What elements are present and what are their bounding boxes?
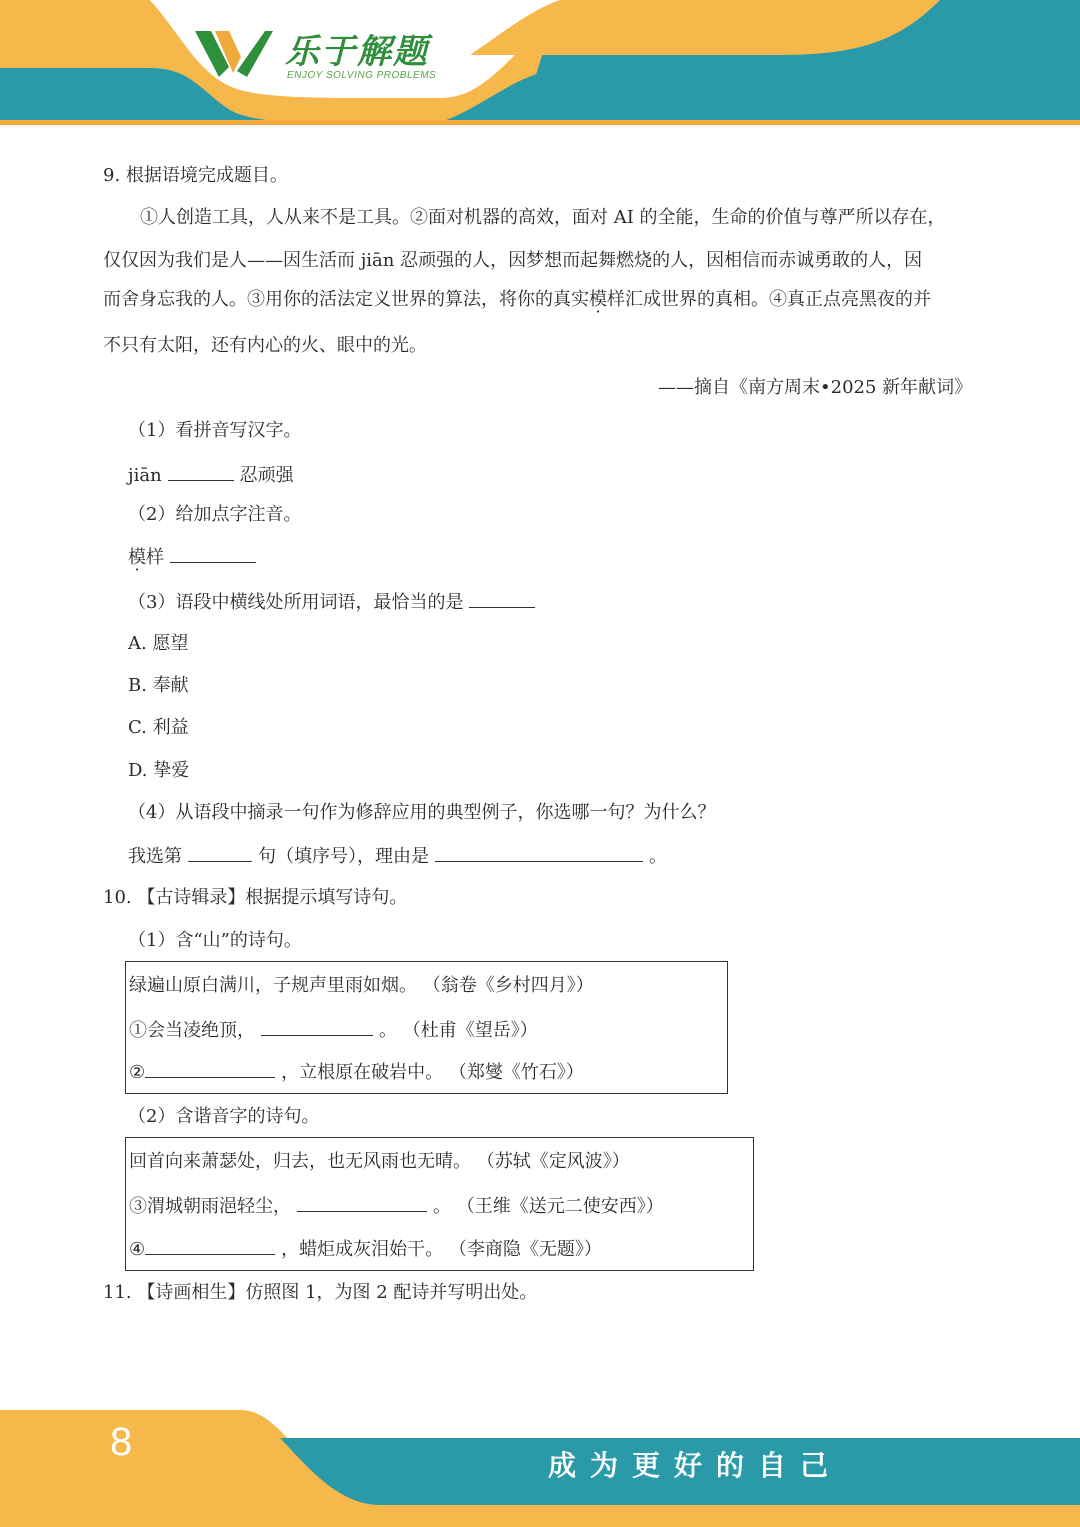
answer-blank-sentence-no[interactable] [188, 843, 252, 862]
q9-sub1: （1）看拼音写汉字。 [128, 420, 302, 441]
q9-para-line-3b: 汇成世界的真相。④真正点亮黑夜的并 [625, 289, 931, 310]
option-a[interactable]: A. 愿望 [128, 633, 189, 654]
box2-line-3 [129, 1236, 602, 1262]
box2-l2a: ③渭城朝雨浥轻尘， [129, 1196, 291, 1217]
box1-line-1: 绿遍山原白满川，子规声里雨如烟。 （翁卷《乡村四月》） [129, 975, 594, 996]
box2-line-1: 回首向来萧瑟处，归去，也无风雨也无晴。 （苏轼《定风波》） [129, 1151, 630, 1172]
dotted-word-mo: 模 [128, 547, 146, 568]
word-yang: 样 [146, 547, 164, 568]
q9-sub4: （4）从语段中摘录一句作为修辞应用的典型例子，你选哪一句？为什么？ [128, 802, 716, 823]
answer-blank-3[interactable] [297, 1193, 427, 1212]
q9-sub3 [128, 589, 541, 615]
footer-bottom-orange [0, 1505, 1080, 1527]
header-background [0, 0, 1080, 125]
box2-l3a: ④ [129, 1239, 146, 1260]
logo-icon [193, 27, 273, 79]
q9-sub3-text: （3）语段中横线处所用词语，最恰当的是 [128, 592, 464, 613]
footer-slogan: 成为更好的自己 [548, 1449, 843, 1482]
box2-l2b: 。 （王维《送元二使安西》） [433, 1196, 664, 1217]
q9-sub1-answer [128, 462, 294, 488]
q9-sub2: （2）给加点字注音。 [128, 504, 302, 525]
header-bottom-line [0, 120, 1080, 125]
q9-para-line-2: 仅仅因为我们是人——因生活而 jiān 忍顽强的人，因梦想而起舞燃烧的人，因相信而赤诚勇敢的人，因 [103, 250, 923, 271]
sub4-c: 。 [649, 846, 667, 867]
answer-blank-reason[interactable] [435, 843, 643, 862]
box1-l2b: 。 （杜甫《望岳》） [379, 1020, 538, 1041]
box2-line-2 [129, 1193, 664, 1219]
answer-blank-4[interactable] [145, 1236, 275, 1255]
q9-para-line-3a: 而舍身忘我的人。③用你的活法定义世界的算法，将你的真实 [103, 289, 589, 310]
answer-blank-choice[interactable] [469, 589, 535, 608]
box1-l2a: ①会当凌绝顶， [129, 1020, 255, 1041]
sub4-a: 我选第 [128, 846, 182, 867]
box2-l3b: ，蜡炬成灰泪始干。 （李商隐《无题》） [281, 1239, 602, 1260]
option-b[interactable]: B. 奉献 [128, 675, 189, 696]
answer-blank-1[interactable] [261, 1017, 373, 1036]
pinyin-jian: jiān [128, 465, 162, 486]
q9-source: ——摘自《南方周末•2025 新年献词》 [658, 377, 973, 398]
footer-background [0, 1410, 1080, 1527]
brand-subtitle: ENJOY SOLVING PROBLEMS [287, 70, 437, 81]
q9-para-line-3 [103, 288, 931, 312]
sub4-b: 句（填序号），理由是 [258, 846, 429, 867]
q9-sub2-answer [128, 544, 262, 570]
dotted-char-yang: 样 [607, 289, 625, 310]
dotted-char-mo: 模 [589, 289, 607, 310]
q10-title: 10. 【古诗辑录】根据提示填写诗句。 [103, 887, 408, 908]
header-banner [0, 0, 1080, 125]
footer-banner [0, 1410, 1080, 1527]
box1-l3a: ② [129, 1062, 146, 1083]
page-number: 8 [110, 1420, 133, 1464]
q9-sub4-answer [128, 843, 667, 869]
q10-sub2: （2）含谐音字的诗句。 [128, 1106, 320, 1127]
q11-title: 11. 【诗画相生】仿照图 1，为图 2 配诗并写明出处。 [103, 1282, 538, 1303]
box1-line-2 [129, 1017, 538, 1043]
answer-blank-jian[interactable] [168, 462, 234, 481]
box1-l3b: ，立根原在破岩中。 （郑燮《竹石》） [281, 1062, 584, 1083]
answer-blank-pronunciation[interactable] [170, 544, 256, 563]
q10-sub1: （1）含“山”的诗句。 [128, 930, 302, 951]
box1-line-3 [129, 1059, 584, 1085]
q9-title: 9. 根据语境完成题目。 [103, 165, 288, 186]
sub1-rest: 忍顽强 [239, 465, 294, 486]
option-c[interactable]: C. 利益 [128, 717, 189, 738]
brand-title: 乐于解题 [285, 32, 429, 72]
q9-para-line-4: 不只有太阳，还有内心的火、眼中的光。 [103, 335, 427, 356]
option-d[interactable]: D. 挚爱 [128, 760, 190, 781]
q9-para-line-1: ①人创造工具，人从来不是工具。②面对机器的高效，面对 AI 的全能，生命的价值与尊严所以存在， [140, 207, 946, 228]
answer-blank-2[interactable] [145, 1059, 275, 1078]
